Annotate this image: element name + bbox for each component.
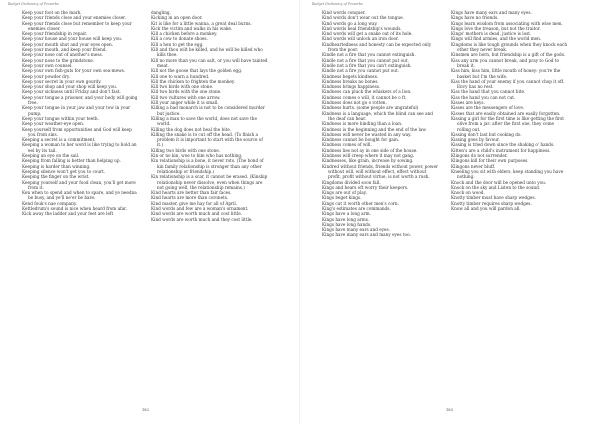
proverb-entry: Kissing a girl for the first time is like getting the first olive from a jar: after the first one, they come rolling out. [451, 115, 564, 132]
proverb-entry: Kisses that are easily obtained are easily forgotten. [451, 110, 561, 116]
proverb-entry: Kill a hen to get the egg. [151, 41, 204, 47]
proverb-entry: Kiss him, kiss him, little mouth of honey: you're the basket but I'm the wife. [451, 68, 561, 79]
proverb-entry: Killing a bad monarch is not to be considered murder but justice. [151, 105, 265, 116]
proverb-entry: Keep your weather-eye open. [22, 121, 85, 127]
proverb-entry: Kindness can pluck the whiskers of a lion. [322, 89, 412, 95]
right-page [300, 0, 600, 424]
proverb-entry: Kings have no friends. [451, 15, 499, 21]
proverb-entry: Kindness will creep where it may not gang. [322, 153, 415, 159]
proverb-entry: Kingdoms is like tough grounds when they knock each other they never break. [451, 41, 568, 53]
proverb-column-right-1 [322, 10, 440, 238]
proverb-column-right-2 [451, 10, 569, 211]
proverb-entry: Kiss the hand of your enemy if you cannot chop it off. Envy has no rest. [451, 78, 565, 90]
proverb-entry: Kind words will unlock an iron door. [322, 36, 399, 42]
proverb-entry: Knock and the door will be opened unto you. [451, 179, 547, 185]
proverb-entry: Kindle not a fire that you can't extinguish. [322, 62, 412, 68]
proverb-entry: Kill your anger while it is small. [151, 100, 219, 106]
proverb-entry: Kingdoms divided soon fall. [322, 179, 381, 185]
proverb-entry: Kisses are keys. [451, 100, 485, 106]
proverb-entry: Kind words are worth much and they cost little. [151, 216, 253, 222]
proverb-entry: Kings and bears oft worry their keepers. [322, 184, 409, 190]
proverb-entry: Klingons kill for their own purposes. [451, 158, 529, 164]
proverb-entry: Kindness brings happiness. [322, 84, 381, 90]
proverb-entry: Kill two birds with one stone. [151, 84, 214, 90]
proverb-entry: Kindness comes o will, it cannot be o ft. [322, 94, 407, 100]
proverb-entry: Keeping a woman to her word is like trying to hold an eel by its tail. [22, 142, 137, 153]
proverb-entry: Kend fouk's nae company. [22, 200, 77, 206]
proverb-entry: Kindness lies not ay in one side of the house. [322, 147, 418, 153]
proverb-entry: Kettledrum's sound is nice when heard from afar. [22, 205, 128, 211]
proverb-entry: Kindness cannot be bought for gain. [322, 137, 400, 143]
proverb-entry: Kings have many ears and many eyes too. [322, 232, 411, 238]
proverb-entry: Kill one to warn a hundred. [151, 73, 210, 79]
running-head: Budget Dictionary of Proverbs [8, 2, 59, 6]
proverb-entry: Kind master, give me hay for all of April. [151, 200, 238, 206]
proverb-entry: Kings are out of play. [322, 190, 367, 196]
proverb-entry: Killing the dog does not heal the bite. [151, 126, 232, 132]
proverb-entry: Kind hearts are better than fair faces. [151, 190, 232, 196]
proverb-entry: Keep your house and your house will keep you. [22, 36, 123, 42]
proverb-entry: Keeping from falling is better than helping up. [22, 158, 121, 164]
proverb-entry: Knock on the sky and Listen to the sound. [451, 184, 541, 190]
proverb-entry: Kings beget kings. [322, 195, 362, 201]
proverb-entry: Kind hearts are more than coronets. [151, 195, 229, 201]
proverb-entry: Kill a chicken before a monkey. [151, 31, 218, 37]
proverb-entry: Keep your own counsel. [22, 62, 73, 68]
proverb-entry: Kings have many ears and eyes. [322, 227, 391, 233]
proverb-entry: Kill a cow to donate shoes. [151, 36, 208, 42]
proverb-entry: Keep your nose out of another's mess. [22, 52, 103, 58]
proverb-entry: Kindness begets kindness. [322, 73, 379, 79]
proverb-entry: Kindness does not go o rotten. [322, 100, 387, 106]
proverb-entry: Kindheartedness and honesty can be expected only from the poor. [322, 41, 432, 53]
proverb-entry: Keep your friendship in repair. [22, 31, 88, 37]
proverb-entry: Kind words are worth much and cost little. [151, 211, 243, 217]
proverb-entry: Kings' mothers is dead, justice is lost. [451, 31, 532, 37]
proverb-entry: Keeping silence won't get you to court. [22, 168, 106, 174]
proverb-entry: Knotty timber must have sharp wedges. [451, 195, 536, 201]
proverb-entry: Kindle not a fire that you cannot put out. [322, 57, 409, 63]
proverb-entry: Keeping yourself and your food clean, you'll get more from it. [22, 179, 136, 190]
proverb-entry: Kiss the hand you can not cut. [451, 94, 516, 100]
proverb-entry: Keep your foot on the mark. [22, 10, 82, 15]
proverb-entry: Kiss any arm you cannot break, and pray to God to break it. [451, 57, 560, 68]
proverb-entry: Keep your powder dry. [22, 73, 71, 79]
proverb-entry: Kissing is tried down since the shaking o' hands. [451, 142, 555, 148]
proverb-entry: Keep your tongue a prisoner, and your body will going free. [22, 94, 138, 106]
proverb-entry: Keeping is harder than winning. [22, 163, 91, 169]
proverb-entry: Kindness will never be wasted in any way. [322, 131, 412, 137]
proverb-entry: Kill two vultures with one arrow. [151, 94, 221, 100]
proverb-entry: Keeping an eye on the sail. [22, 153, 80, 159]
proverb-entry: Kindness breaks no bones. [322, 78, 379, 84]
proverb-entry: Kings love the treason, but not the traitor. [451, 25, 541, 31]
proverb-entry: Kindle not a fire that you cannot extinguish. [322, 52, 416, 58]
proverb-entry: Kissing don't last but cooking do. [451, 131, 522, 137]
proverb-entry: Kick the victim and walks in his wake. [151, 25, 233, 31]
proverb-entry: Kill the chicken to frighten the monkey. [151, 78, 235, 84]
proverb-entry: Killing a man to save the world, does not save the world. [151, 115, 257, 127]
proverb-entry: Kneeling you sit with elders, keep standing you have nothing. [451, 168, 564, 180]
proverb-entry: Killing two birds with one stone. [151, 147, 221, 153]
page-number: 182 [142, 408, 149, 412]
proverb-entry: Keep your friends close but remember to keep your enemies closer. [22, 20, 132, 31]
proverb-entry: Knock on wood. [451, 190, 485, 196]
proverb-entry: Kill and thou wilt be killed, and he will be killed who kills thee. [151, 47, 263, 58]
proverb-entry: Killing the snake is to cut off the head. (To finish a problem it is important to start with the source of it.) [151, 131, 263, 148]
proverb-entry: Kinsmen are born, but friendship is a gift of the gods. [451, 52, 566, 58]
proverb-entry: Kill two birds with the one stone. [151, 89, 222, 95]
proverb-entry: Keep your secret in your own gourdy. [22, 78, 102, 84]
proverb-entry: Know all and you will pardon all. [451, 205, 521, 211]
proverb-entry: Kings cut it worth other men's corn. [322, 200, 399, 206]
proverb-entry: Kings learn wisdom from associating with wise men. [451, 20, 563, 26]
proverb-entry: Kindred without friends, friends without power, power without will, will without effect, effect without profit, profit without virtue, is not worth a rush. [322, 163, 438, 180]
proverb-entry: Kisses are the messengers of love. [451, 105, 525, 111]
proverb-entry: Kin or no kin, woe to him who has nothing. [151, 153, 243, 159]
proverb-entry: Kindness is a language, which the blind can see and the deaf can hear. [322, 110, 433, 121]
proverb-entry: Keep your own fish-guts for your own sea-mews. [22, 68, 126, 74]
proverb-entry: Kings have long arms. [322, 216, 370, 222]
proverb-entry: Keeping a secret is a commitment. [22, 137, 96, 143]
proverb-entry: Kings have many ears and many eyes. [451, 10, 532, 15]
proverb-entry: Kings have a long arm. [322, 211, 371, 217]
proverb-entry: Kit is like for a little wanna, a great deal burns. [151, 20, 252, 26]
proverb-entry: Keep your tongue within your teeth. [22, 115, 99, 121]
proverb-entry: Keep your nose to the grindstone. [22, 57, 95, 63]
proverb-entry: Kill not the goose that lays the golden egg. [151, 68, 243, 74]
proverb-entry: Keep your mouth, and keep your friend. [22, 47, 107, 53]
proverb-entry: Kind words and few are a woman's ornament. [151, 205, 249, 211]
proverb-entry: Kitten's are a child's instrument for happiness. [451, 147, 551, 153]
proverb-entry: Keep your mouth shut and your eyes open. [22, 41, 113, 47]
proverb-entry: Klingons do not surrender. [451, 153, 508, 159]
proverb-entry: Knotty timber requires sharp wedges. [451, 200, 532, 206]
proverb-entry: Kind words go a long way. [322, 20, 378, 26]
proverb-entry: Kind words will get a snake out of its hole. [322, 31, 413, 37]
proverb-entry: Kindness is the beginning and the end of the law. [322, 126, 427, 132]
proverb-entry: Kindnesses, like grain, increase by sowing. [322, 158, 414, 164]
proverb-entry: Kings have long hands. [322, 221, 372, 227]
proverb-entry: Kick away the ladder and your feet are left [22, 211, 114, 217]
proverb-entry: Kindle not a fire you cannot put out. [322, 68, 399, 74]
proverb-entry: Kind words don't wear out the tongue. [322, 15, 404, 21]
proverb-entry: Kill no more than you can salt, or you will have tainted meat. [151, 57, 268, 68]
proverb-entry: Keep your friends close and your enemies closer. [22, 15, 127, 21]
proverb-entry: Kindness hurts. (some people are ungrateful) [322, 105, 419, 111]
proverb-entry: Keep your sickness until Friday and don't fast. [22, 89, 121, 95]
proverb-entry: Kindness is more binding than a loan. [322, 121, 403, 127]
proverb-entry: Keep your tongue in your jaw and your tow in your pump. [22, 105, 131, 116]
proverb-column-left-2 [151, 10, 269, 222]
proverb-entry: Kings will find armies, and the world men. [451, 36, 542, 42]
proverb-entry: Kicking in an open door. [151, 15, 203, 21]
proverb-entry: Kindness comes of will. [322, 142, 372, 148]
proverb-entry: Kin relationship is a bone, it never rots. (The bond of kin family relationship is stronger than any other relationship or friendship.) [151, 158, 264, 174]
proverb-entry: Kind words heal friendship's wounds. [322, 25, 402, 31]
proverb-entry: Kiss the hand that you cannot bite. [451, 89, 526, 95]
proverb-entry: Keep your shop and your shop will keep you. [22, 84, 118, 90]
running-head: Budget Dictionary of Proverbs [312, 2, 363, 6]
proverb-entry: Kind words conquer. [322, 10, 366, 15]
page-number: 183 [446, 408, 453, 412]
proverb-entry: King's estimates are commands. [322, 205, 391, 211]
proverb-entry: Kissing goes by favour. [451, 137, 500, 143]
proverb-entry: dangling. [151, 10, 171, 15]
proverb-entry: Keeping the finger on the wrist. [22, 174, 90, 180]
proverb-column-left-1 [22, 10, 140, 217]
proverb-entry: Klingons never bluff. [451, 163, 496, 169]
proverb-entry: Ken when to spend and when to spare, and ye needna be busy, and ye'll ne'er be bare. [22, 190, 137, 201]
proverb-entry: Kin relationship is a scar, it cannot be erased. (Kinship relationship never dissolve, even when things are not going well, the relationship remains.) [151, 174, 268, 190]
proverb-entry: Keep yourself from opportunities and God will keep you from sins. [22, 126, 132, 137]
